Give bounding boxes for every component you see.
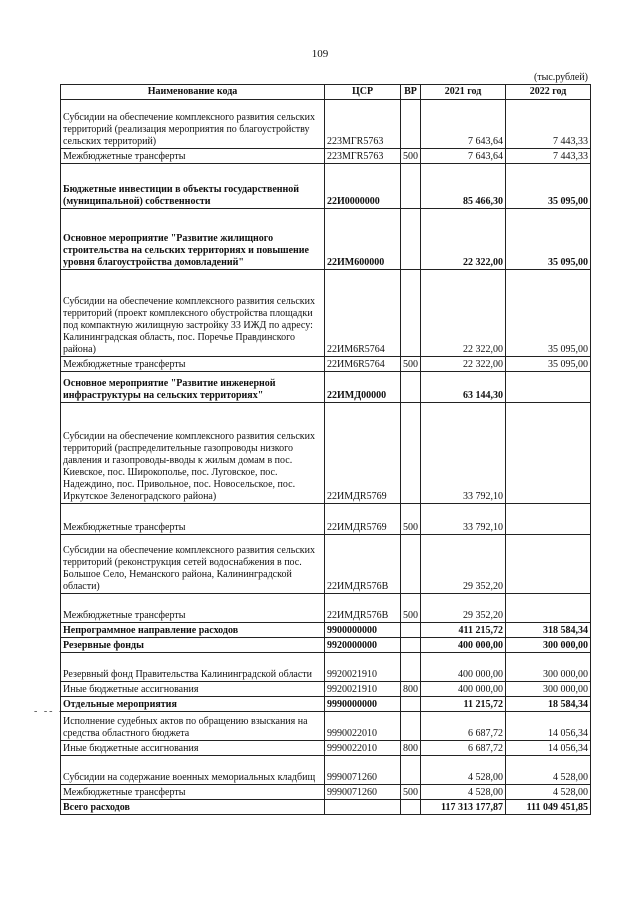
row-2021-cell: 400 000,00 <box>421 682 506 697</box>
row-vr-cell <box>401 270 421 357</box>
row-2022-cell: 14 056,34 <box>506 712 591 741</box>
row-vr-cell <box>401 800 421 815</box>
row-vr-cell <box>401 372 421 403</box>
row-2021-cell: 22 322,00 <box>421 209 506 270</box>
row-name-cell: Основное мероприятие "Развитие жилищного строительства на сельских территориях и повышение уровня благоустройства домовладений" <box>61 209 325 270</box>
row-2021-cell: 63 144,30 <box>421 372 506 403</box>
margin-mark: - -- - <box>34 706 65 717</box>
row-name-cell: Субсидии на обеспечение комплексного развития сельских территорий (реализация мероприятия по благоустройству сельских территорий) <box>61 100 325 149</box>
row-csr-cell: 22И0000000 <box>325 164 401 209</box>
row-name-cell: Субсидии на обеспечение комплексного развития сельских территорий (реконструкция сетей водоснабжения в пос. Большое Село, Неманского района, Калининградской области) <box>61 535 325 594</box>
row-2021-cell: 4 528,00 <box>421 756 506 785</box>
table-row <box>61 785 591 800</box>
row-csr-cell: 9990022010 <box>325 741 401 756</box>
row-vr-cell <box>401 623 421 638</box>
row-2021-cell: 7 643,64 <box>421 149 506 164</box>
row-2022-cell <box>506 594 591 623</box>
row-vr-cell: 800 <box>401 741 421 756</box>
row-name-cell: Резервный фонд Правительства Калининградской области <box>61 653 325 682</box>
row-2021-cell: 6 687,72 <box>421 712 506 741</box>
row-name-cell: Основное мероприятие "Развитие инженерной инфраструктуры на сельских территориях" <box>61 372 325 403</box>
table-row <box>61 756 591 785</box>
row-csr-cell: 22ИМ6R5764 <box>325 357 401 372</box>
row-name-cell: Межбюджетные трансферты <box>61 504 325 535</box>
budget-table <box>60 84 591 815</box>
row-csr-cell: 22ИМДR576В <box>325 535 401 594</box>
row-name-cell: Субсидии на обеспечение комплексного развития сельских территорий (проект комплексного обустройства площадки под компактную жилищную застройку 33 ИЖД по адресу: Калининградская область, пос. Поречье Правдинского района) <box>61 270 325 357</box>
row-2021-cell: 33 792,10 <box>421 403 506 504</box>
row-2022-cell: 111 049 451,85 <box>506 800 591 815</box>
table-row <box>61 535 591 594</box>
row-csr-cell: 9900000000 <box>325 623 401 638</box>
row-vr-cell: 500 <box>401 594 421 623</box>
row-vr-cell <box>401 697 421 712</box>
row-2022-cell: 300 000,00 <box>506 653 591 682</box>
row-2021-cell: 33 792,10 <box>421 504 506 535</box>
row-2021-cell: 11 215,72 <box>421 697 506 712</box>
row-csr-cell: 9990022010 <box>325 712 401 741</box>
table-row <box>61 149 591 164</box>
row-2022-cell: 318 584,34 <box>506 623 591 638</box>
table-header-row <box>61 85 591 100</box>
row-csr-cell: 22ИМ600000 <box>325 209 401 270</box>
page-number: 109 <box>311 48 329 60</box>
row-csr-cell: 9990071260 <box>325 756 401 785</box>
row-csr-cell: 22ИМДR5769 <box>325 403 401 504</box>
row-csr-cell: 9920000000 <box>325 638 401 653</box>
table-row <box>61 357 591 372</box>
row-2022-cell: 14 056,34 <box>506 741 591 756</box>
header-vr: ВР <box>401 85 421 100</box>
row-vr-cell <box>401 712 421 741</box>
table-row <box>61 638 591 653</box>
row-2022-cell <box>506 504 591 535</box>
header-csr: ЦСР <box>325 85 401 100</box>
row-vr-cell: 500 <box>401 149 421 164</box>
row-vr-cell <box>401 209 421 270</box>
table-row <box>61 697 591 712</box>
row-name-cell: Исполнение судебных актов по обращению взыскания на средства областного бюджета <box>61 712 325 741</box>
row-name-cell: Резервные фонды <box>61 638 325 653</box>
table-row <box>61 594 591 623</box>
row-vr-cell: 500 <box>401 357 421 372</box>
row-2021-cell: 22 322,00 <box>421 357 506 372</box>
table-row <box>61 800 591 815</box>
header-2021: 2021 год <box>421 85 506 100</box>
row-2022-cell: 18 584,34 <box>506 697 591 712</box>
row-2021-cell: 400 000,00 <box>421 638 506 653</box>
row-csr-cell: 22ИМ6R5764 <box>325 270 401 357</box>
row-csr-cell: 22ИМДR5769 <box>325 504 401 535</box>
row-2021-cell: 400 000,00 <box>421 653 506 682</box>
row-vr-cell <box>401 535 421 594</box>
header-name: Наименование кода <box>61 85 325 100</box>
row-name-cell: Всего расходов <box>61 800 325 815</box>
row-vr-cell <box>401 653 421 682</box>
row-2021-cell: 29 352,20 <box>421 535 506 594</box>
row-vr-cell <box>401 100 421 149</box>
row-name-cell: Непрограммное направление расходов <box>61 623 325 638</box>
table-row <box>61 270 591 357</box>
row-vr-cell: 500 <box>401 504 421 535</box>
row-name-cell: Межбюджетные трансферты <box>61 357 325 372</box>
row-2022-cell: 35 095,00 <box>506 164 591 209</box>
row-name-cell: Иные бюджетные ассигнования <box>61 741 325 756</box>
table-row <box>61 623 591 638</box>
row-name-cell: Межбюджетные трансферты <box>61 149 325 164</box>
row-csr-cell: 223МГR5763 <box>325 100 401 149</box>
table-row <box>61 403 591 504</box>
table-row <box>61 164 591 209</box>
row-csr-cell: 9920021910 <box>325 682 401 697</box>
row-2021-cell: 6 687,72 <box>421 741 506 756</box>
row-2022-cell <box>506 535 591 594</box>
table-row <box>61 209 591 270</box>
row-2022-cell: 35 095,00 <box>506 357 591 372</box>
row-2022-cell <box>506 403 591 504</box>
row-2021-cell: 29 352,20 <box>421 594 506 623</box>
table-row <box>61 372 591 403</box>
row-2022-cell: 300 000,00 <box>506 682 591 697</box>
row-name-cell: Субсидии на содержание военных мемориальных кладбищ <box>61 756 325 785</box>
row-vr-cell <box>401 638 421 653</box>
row-2022-cell: 7 443,33 <box>506 149 591 164</box>
row-2022-cell: 35 095,00 <box>506 209 591 270</box>
row-name-cell: Бюджетные инвестиции в объекты государственной (муниципальной) собственности <box>61 164 325 209</box>
row-vr-cell: 500 <box>401 785 421 800</box>
row-name-cell: Субсидии на обеспечение комплексного развития сельских территорий (распределительные газопроводы низкого давления и газопроводы-вводы к жилым домам в пос. Киевское, пос. Широкополье, пос. Луговское, пос. Надеждино, пос. Привольное, пос. Новосельское, пос. Иркутское Зеленоградского района) <box>61 403 325 504</box>
row-2022-cell: 4 528,00 <box>506 756 591 785</box>
row-csr-cell: 9920021910 <box>325 653 401 682</box>
row-vr-cell <box>401 164 421 209</box>
row-csr-cell: 9990000000 <box>325 697 401 712</box>
row-2021-cell: 85 466,30 <box>421 164 506 209</box>
row-name-cell: Отдельные мероприятия <box>61 697 325 712</box>
row-2021-cell: 7 643,64 <box>421 100 506 149</box>
row-2022-cell: 4 528,00 <box>506 785 591 800</box>
row-name-cell: Межбюджетные трансферты <box>61 594 325 623</box>
row-csr-cell: 22ИМД00000 <box>325 372 401 403</box>
units-label: (тыс.рублей) <box>533 72 588 83</box>
table-row <box>61 741 591 756</box>
row-2022-cell: 300 000,00 <box>506 638 591 653</box>
header-2022: 2022 год <box>506 85 591 100</box>
row-2022-cell: 7 443,33 <box>506 100 591 149</box>
table-row <box>61 504 591 535</box>
row-2021-cell: 22 322,00 <box>421 270 506 357</box>
row-2021-cell: 117 313 177,87 <box>421 800 506 815</box>
row-csr-cell: 22ИМДR576В <box>325 594 401 623</box>
row-csr-cell: 223МГR5763 <box>325 149 401 164</box>
row-csr-cell: 9990071260 <box>325 785 401 800</box>
table-row <box>61 100 591 149</box>
row-2021-cell: 411 215,72 <box>421 623 506 638</box>
row-vr-cell <box>401 403 421 504</box>
table-row <box>61 682 591 697</box>
row-name-cell: Межбюджетные трансферты <box>61 785 325 800</box>
row-vr-cell <box>401 756 421 785</box>
row-2022-cell: 35 095,00 <box>506 270 591 357</box>
table-body <box>61 100 591 815</box>
row-2021-cell: 4 528,00 <box>421 785 506 800</box>
row-csr-cell <box>325 800 401 815</box>
table-row <box>61 712 591 741</box>
row-vr-cell: 800 <box>401 682 421 697</box>
row-2022-cell <box>506 372 591 403</box>
table-row <box>61 653 591 682</box>
row-name-cell: Иные бюджетные ассигнования <box>61 682 325 697</box>
